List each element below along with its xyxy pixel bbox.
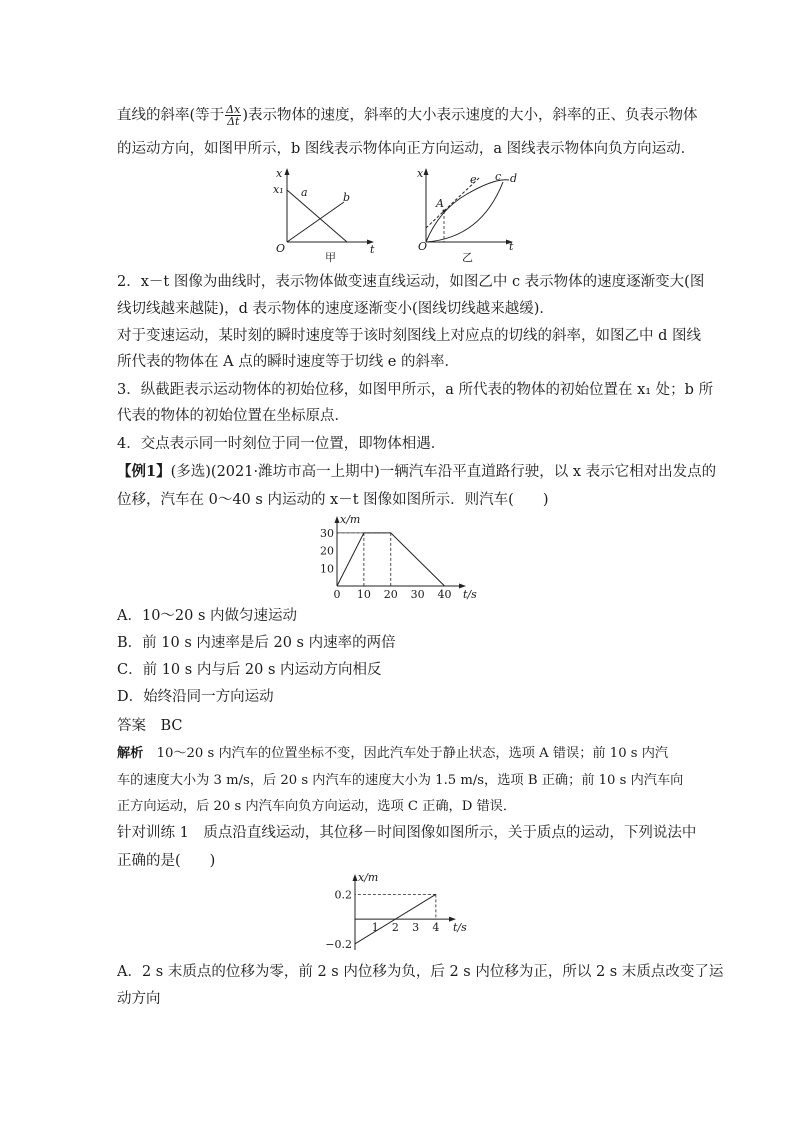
yi-d-label: d (510, 172, 518, 185)
analysis-text1: 10～20 s 内汽车的位置坐标不变，因此汽车处于静止状态，选项 A 错误；前 10 s 内汽 (156, 746, 669, 761)
fraction-numerator: Δx (226, 103, 241, 116)
yi-origin-label: O (418, 240, 428, 253)
chart2-xlabel: t/s (453, 921, 467, 935)
item3-line2: 代表的物体的初始位置在坐标原点． (117, 408, 349, 424)
chart2-x-tick-0: 1 (371, 921, 379, 935)
para1-line1 (117, 103, 698, 128)
analysis-line1 (117, 744, 677, 764)
yi-e-label: e (470, 173, 477, 186)
chart1-y-tick-0: 10 (320, 562, 334, 576)
chart2-x-tick-2: 3 (412, 921, 420, 935)
example-tag: 【例1】 (117, 463, 171, 480)
chart2-ylabel: x/m (358, 871, 379, 884)
chart1-y-arrow (335, 516, 340, 523)
para1-text-b: )表示物体的速度，斜率的大小表示速度的大小，斜率的正、负表示物体 (242, 107, 698, 124)
jia-caption: 甲 (325, 251, 336, 264)
jia-a-label: a (301, 186, 308, 199)
chart1-x-tick-2: 20 (383, 588, 398, 601)
chart1-x-tick-0: 0 (333, 588, 341, 601)
chart1-ylabel: x/m (340, 513, 361, 526)
item2-line3: 对于变速运动，某时刻的瞬时速度等于该时刻图线上对应点的切线的斜率，如图乙中 d 图线 (117, 328, 701, 344)
chart-training1 (325, 871, 476, 954)
chart2-y-tick-1: −0.2 (325, 937, 352, 951)
example1-line2: 位移，汽车在 0～40 s 内运动的 x－t 图像如图所示．则汽车( ) (117, 492, 549, 508)
example1-line1 (117, 462, 717, 482)
para1-line2: 的运动方向，如图甲所示，b 图线表示物体向正方向运动，a 图线表示物体向负方向运动． (117, 141, 696, 157)
training1-line2: 正确的是( ) (117, 853, 216, 869)
item3-line1: 3．纵截距表示运动物体的初始位移，如图甲所示，a 所代表的物体的初始位置在 x₁ 处；b 所 (117, 382, 714, 398)
curve-c (426, 182, 503, 242)
line-a (287, 190, 347, 242)
chart1-x-tick-1: 10 (356, 588, 371, 601)
fraction-denominator: Δt (227, 115, 240, 128)
chart1-x-tick-4: 40 (437, 588, 452, 601)
analysis-line3: 正方向运动，后 20 s 内汽车向负方向运动，选项 C 正确，D 错误． (117, 799, 517, 814)
jia-origin-label: O (276, 242, 286, 255)
example1-text1: (多选)(2021·潍坊市高一上期中)一辆汽车沿平直道路行驶，以 x 表示它相对出发点的 (170, 464, 717, 480)
training1-option-a-line2: 动方向 (117, 991, 161, 1007)
chart-example1 (310, 512, 485, 604)
yi-caption: 乙 (462, 251, 473, 264)
option-c: C．前 10 s 内与后 20 s 内运动方向相反 (117, 662, 382, 678)
chart1-x-tick-3: 30 (410, 588, 425, 601)
yi-x-axis-label: t (509, 240, 514, 253)
item4-line1: 4．交点表示同一时刻位于同一位置，即物体相遇． (117, 436, 446, 452)
answer-value: BC (160, 718, 183, 734)
chart1-y-tick-2: 30 (320, 526, 334, 540)
jia-x-axis-label: t (370, 243, 375, 256)
analysis-label: 解析 (117, 746, 144, 761)
option-d: D．始终沿同一方向运动 (117, 689, 274, 705)
delta-fraction (225, 104, 241, 127)
training1-line1: 针对训练 1 质点沿直线运动，其位移－时间图像如图所示，关于质点的运动，下列说法中 (117, 825, 697, 841)
item2-line4: 所代表的物体在 A 点的瞬时速度等于切线 e 的斜率． (117, 354, 459, 370)
jia-x1-label: x₁ (273, 183, 284, 196)
option-b: B．前 10 s 内速率是后 20 s 内速率的两倍 (117, 635, 396, 651)
training1-option-a-line1: A．2 s 末质点的位移为零，前 2 s 内位移为负，后 2 s 内位移为正，所以 2 s 末质点改变了运 (117, 964, 724, 980)
figure-jia (272, 166, 382, 266)
answer-line (117, 716, 677, 736)
jia-y-label: x (276, 167, 283, 180)
answer-label: 答案 (117, 718, 146, 734)
item2-line2: 线切线越来越陡)，d 表示物体的速度逐渐变小(图线切线越来越缓)． (117, 301, 554, 317)
figure-yi (417, 166, 527, 266)
chart2-x-tick-1: 2 (391, 921, 399, 935)
chart2-y-arrow (353, 874, 358, 881)
item2-line1: 2．x－t 图像为曲线时，表示物体做变速直线运动，如图乙中 c 表示物体的速度逐渐变大(图 (117, 274, 705, 290)
chart1-xlabel: t/s (463, 588, 477, 601)
line-b (287, 202, 344, 242)
yi-y-label: x (417, 167, 424, 180)
chart1-y-tick-1: 20 (320, 544, 334, 558)
jia-b-label: b (343, 191, 351, 204)
yi-c-label: c (495, 170, 502, 183)
para1-text-a: 直线的斜率(等于 (117, 107, 225, 124)
analysis-line2: 车的速度大小为 3 m/s，后 20 s 内汽车的速度大小为 1.5 m/s，选项 B 正确；前 10 s 内汽车向 (117, 773, 684, 788)
chart2-y-tick-0: 0.2 (334, 888, 352, 902)
chart2-x-tick-3: 4 (432, 921, 440, 935)
yi-a-point-label: A (436, 197, 444, 210)
option-a: A．10～20 s 内做匀速运动 (117, 608, 298, 624)
